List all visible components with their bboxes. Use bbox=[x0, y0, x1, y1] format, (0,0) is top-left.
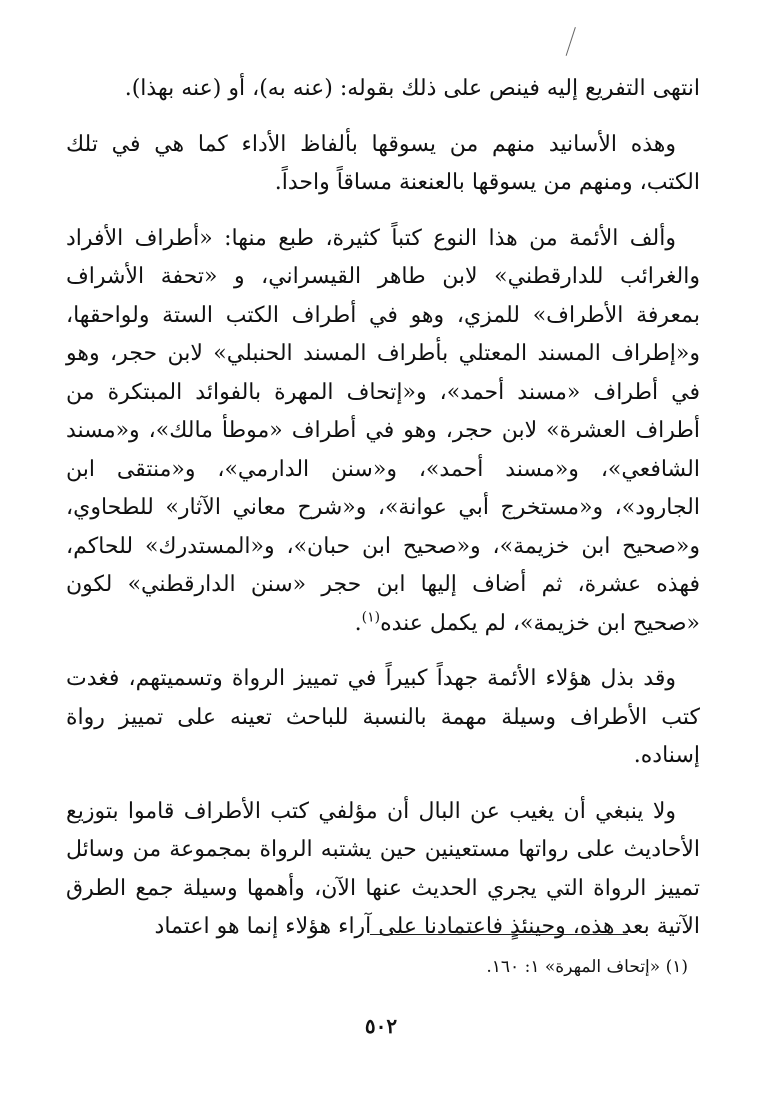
page-body bbox=[66, 70, 700, 947]
paragraph-2: وهذه الأسانيد منهم من يسوقها بألفاظ الأداء كما هي في تلك الكتب، ومنهم من يسوقها بالعنعنة مساقاً واحداً. bbox=[66, 131, 700, 195]
margin-mark bbox=[566, 27, 586, 59]
page-number: ٥٠٢ bbox=[364, 1014, 398, 1038]
paragraph-1: انتهى التفريع إليه فينص على ذلك بقوله: (عنه به)، أو (عنه بهذا). bbox=[124, 76, 700, 101]
paragraph-5: ولا ينبغي أن يغيب عن البال أن مؤلفي كتب الأطراف قاموا بتوزيع الأحاديث على رواتها مستعينين حين يشتبه الرواة بمجموعة من وسائل تمييز الرواة التي يجري الحديث عنها الآن، وأهمها وسيلة جمع الطرق الآتية بعد هذه، وحينئذٍ فاعتمادنا على آراء هؤلاء إنما هو اعتماد bbox=[66, 798, 700, 939]
footnote-reference[interactable]: (١) bbox=[361, 609, 381, 626]
footnote-separator bbox=[370, 934, 628, 935]
footnote: (١) «إتحاف المهرة» ١: ١٦٠. bbox=[486, 957, 688, 977]
paragraph-3: وألف الأئمة من هذا النوع كتباً كثيرة، طبع منها: «أطراف الأفراد والغرائب للدارقطني» لابن طاهر القيسراني، و «تحفة الأشراف بمعرفة الأطراف» للمزي، وهو في أطراف الكتب الستة ولواحقها، و«إطراف المسند المعتلي بأطراف المسند الحنبلي» لابن حجر، وهو في أطراف «مسند أحمد»، و«إتحاف المهرة بالفوائد المبتكرة من أطراف العشرة» لابن حجر، وهو في أطراف «موطأ مالك»، و«مسند الشافعي»، و«مسند أحمد»، و«سنن الدارمي»، و«منتقى ابن الجارود»، و«مستخرج أبي عوانة»، و«شرح معاني الآثار» للطحاوي، و«صحيح ابن خزيمة»، و«صحيح ابن حبان»، و«المستدرك» للحاكم، فهذه عشرة، ثم أضاف إليها ابن حجر «سنن الدارقطني» لكون «صحيح ابن خزيمة»، لم يكمل عنده$^{(١)}$. bbox=[66, 225, 700, 636]
paragraph-4: وقد بذل هؤلاء الأئمة جهداً كبيراً في تمييز الرواة وتسميتهم، فغدت كتب الأطراف وسيلة مهمة بالنسبة للباحث تعينه على تمييز رواة إسناده. bbox=[66, 666, 700, 768]
